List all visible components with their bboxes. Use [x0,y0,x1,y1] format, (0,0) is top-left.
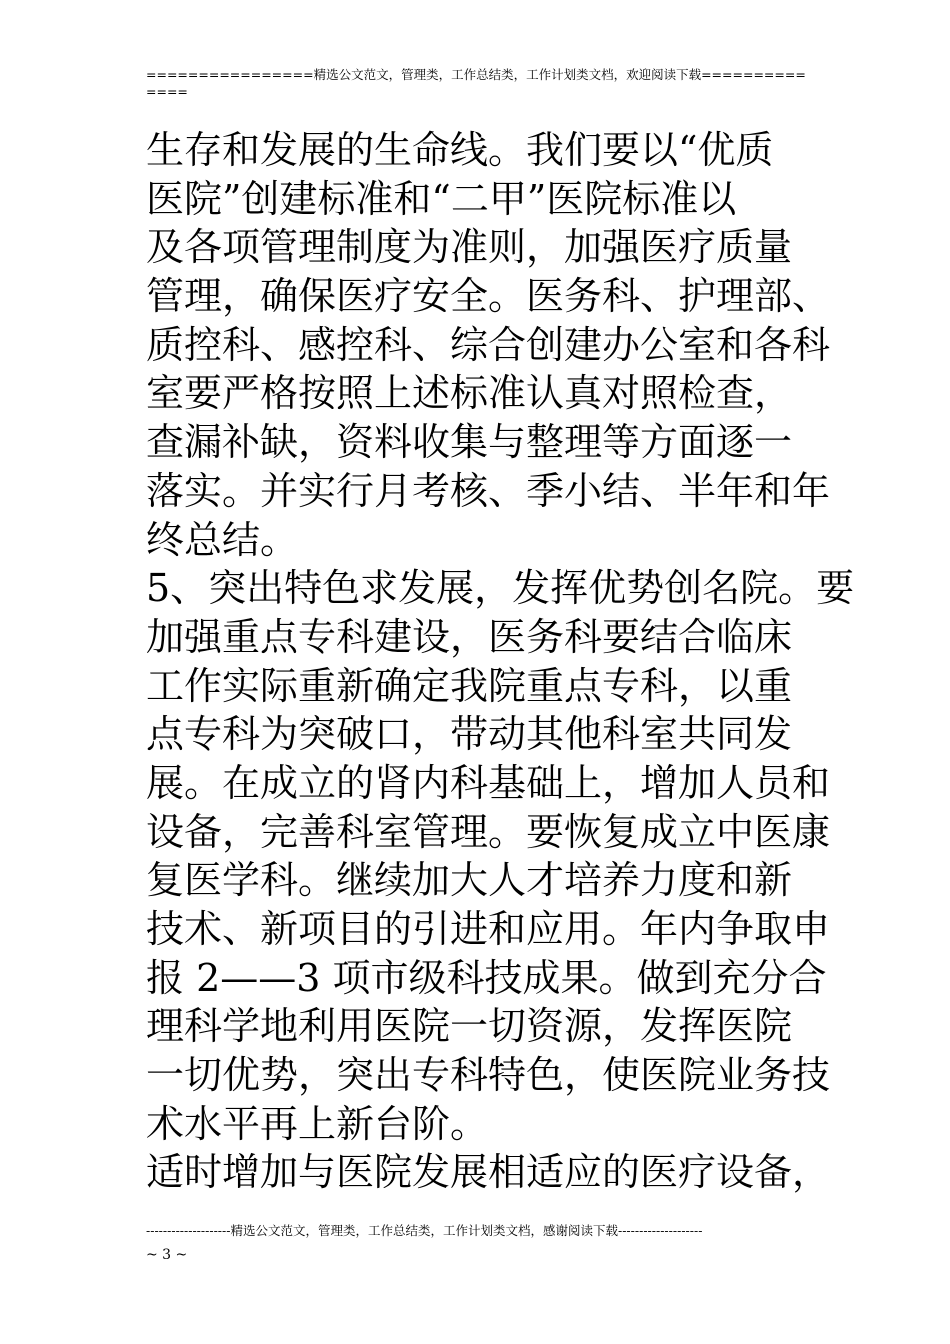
body-line: 室要严格按照上述标准认真对照检查， [146,371,793,416]
body-line: 质控科、感控科、综合创建办公室和各科 [146,322,831,367]
body-line: 加强重点专科建设，医务科要结合临床 [146,614,793,659]
body-line: 设备，完善科室管理。要恢复成立中医康 [146,809,831,854]
body-line: 技术、新项目的引进和应用。年内争取申 [146,907,831,951]
body-line: 工作实际重新确定我院重点专科，以重 [146,663,793,708]
page-footer: --------------------精选公文范文，管理类，工作总结类，工作计划类文档，感谢阅读下载-------------------- [146,1223,703,1238]
page-header: ================精选公文范文，管理类，工作总结类，工作计划类文档，欢迎阅读下载============== [146,67,806,99]
body-line: 生存和发展的生命线。我们要以“优质 [146,128,774,172]
body-line: 查漏补缺，资料收集与整理等方面逐一 [146,420,793,465]
body-line: 落实。并实行月考核、季小结、半年和年 [146,468,831,513]
body-text [146,126,855,1197]
body-line: 一切优势，突出专科特色，使医院业务技 [146,1053,831,1098]
page-number: ~ 3 ~ [146,1247,188,1263]
body-line: 理科学地利用医院一切资源，发挥医院 [146,1004,793,1049]
body-line: 管理，确保医疗安全。医务科、护理部、 [146,274,831,319]
body-line: 报 2——3 项市级科技成果。做到充分合 [146,955,827,1000]
body-line: 点专科为突破口，带动其他科室共同发 [146,712,793,757]
body-line: 适时增加与医院发展相适应的医疗设备， [146,1150,831,1195]
body-line: 5、突出特色求发展，发挥优势创名院。要 [146,566,855,611]
body-line: 终总结。 [146,517,299,562]
body-line: 及各项管理制度为准则，加强医疗质量 [146,225,793,270]
body-line: 医院”创建标准和“二甲”医院标准以 [146,176,737,221]
body-line: 展。在成立的肾内科基础上，增加人员和 [146,760,831,805]
body-line: 复医学科。继续加大人才培养力度和新 [146,858,793,903]
body-line: 术水平再上新台阶。 [146,1101,489,1146]
